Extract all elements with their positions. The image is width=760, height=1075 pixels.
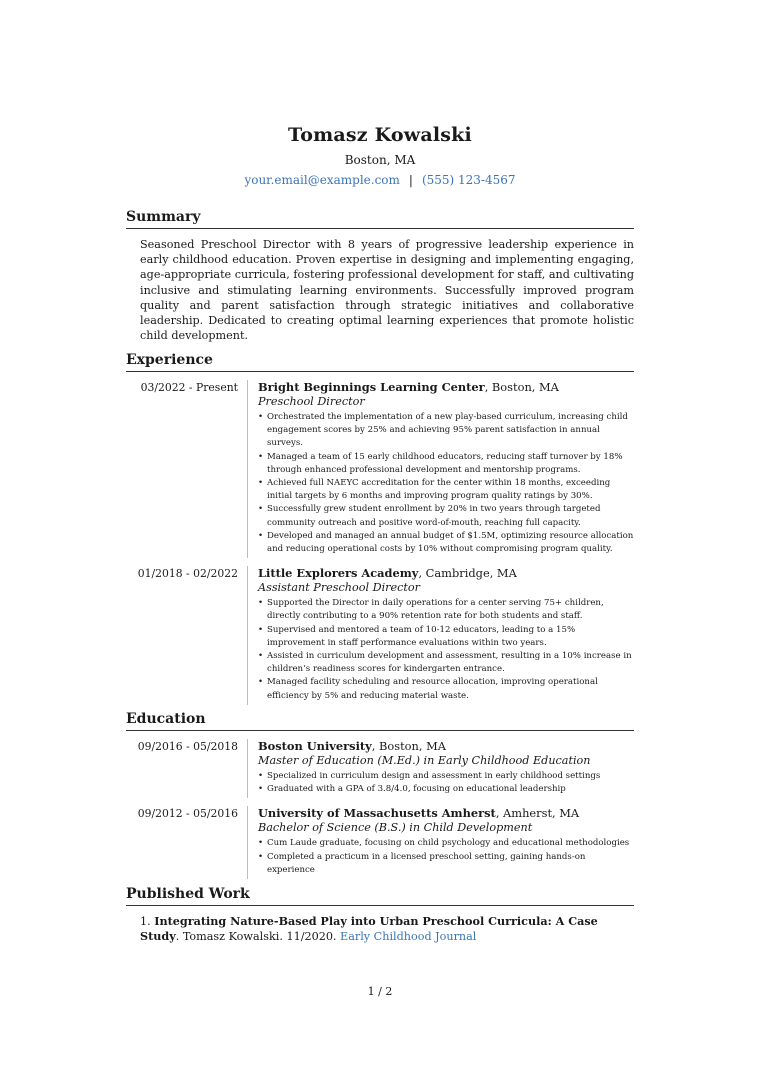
bullet-item: • Managed a team of 15 early childhood educators, reducing staff turnover by 18% through enhanced professional development and mentorship programs. bbox=[258, 451, 634, 477]
entry-date: 03/2022 - Present bbox=[140, 381, 238, 394]
resume-header bbox=[0, 122, 760, 188]
bullet-list bbox=[258, 770, 634, 796]
candidate-name: Tomasz Kowalski bbox=[288, 124, 472, 146]
section-title-education: Education bbox=[126, 710, 634, 731]
entry-heading bbox=[258, 806, 634, 821]
organization-name: Little Explorers Academy bbox=[258, 566, 419, 581]
bullet-item: • Successfully grew student enrollment by 20% in two years through targeted community outreach and positive word-of-mouth, reaching full capacity. bbox=[258, 503, 634, 529]
bullet-list bbox=[258, 411, 634, 556]
bullet-list bbox=[258, 837, 634, 877]
entry-role: Master of Education (M.Ed.) in Early Childhood Education bbox=[258, 754, 591, 767]
bullet-item: • Supported the Director in daily operations for a center serving 75+ children, directly contributing to a 90% retention rate for both students and staff. bbox=[258, 597, 634, 623]
published-section bbox=[126, 885, 634, 945]
bullet-item: • Assisted in curriculum development and assessment, resulting in a 10% increase in children’s readiness scores for kindergarten entrance. bbox=[258, 650, 634, 676]
organization-location: , Boston, MA bbox=[371, 739, 446, 753]
bullet-item: • Cum Laude graduate, focusing on child psychology and educational methodologies bbox=[258, 837, 634, 850]
bullet-item: • Graduated with a GPA of 3.8/4.0, focusing on educational leadership bbox=[258, 783, 634, 796]
entry-role: Preschool Director bbox=[258, 395, 365, 408]
summary-text: Seasoned Preschool Director with 8 years of progressive leadership experience in early childhood education. Proven expertise in designing and implementing engaging, age-appropriate curricula, fostering professional development for staff, and cultivating inclusive and stimulating learning environments. Successfully improved program quality and parent satisfaction through strategic initiatives and collaborative leadership. Dedicated to creating optimal learning experiences that promote holistic child development. bbox=[140, 238, 634, 343]
summary-section bbox=[126, 208, 634, 343]
organization-location: , Amherst, MA bbox=[495, 806, 580, 821]
bullet-list bbox=[258, 597, 634, 703]
section-title-published: Published Work bbox=[126, 885, 634, 906]
entry-body bbox=[247, 739, 634, 798]
publication-number: 1. bbox=[140, 915, 151, 928]
phone-link[interactable]: (555) 123-4567 bbox=[421, 173, 516, 187]
candidate-location: Boston, MA bbox=[344, 153, 416, 167]
publication-journal-link[interactable]: Early Childhood Journal bbox=[340, 930, 477, 944]
education-section bbox=[126, 710, 634, 879]
page-number: 1 / 2 bbox=[367, 985, 393, 998]
entry-heading bbox=[258, 566, 634, 581]
organization-name: Boston University bbox=[258, 739, 372, 753]
organization-location: , Boston, MA bbox=[484, 380, 559, 394]
publication-details: . Tomasz Kowalski. 11/2020. bbox=[175, 930, 341, 944]
organization-name: University of Massachusetts Amherst bbox=[258, 806, 496, 821]
experience-list bbox=[126, 380, 634, 705]
entry-date: 09/2016 - 05/2018 bbox=[137, 740, 238, 753]
bullet-item: • Specialized in curriculum design and assessment in early childhood settings bbox=[258, 770, 634, 783]
bullet-item: • Developed and managed an annual budget of $1.5M, optimizing resource allocation and reducing operational costs by 10% without compromising program quality. bbox=[258, 530, 634, 556]
entry-date: 09/2012 - 05/2016 bbox=[137, 807, 238, 821]
entry-date: 01/2018 - 02/2022 bbox=[137, 567, 238, 581]
experience-section bbox=[126, 351, 634, 705]
organization-location: , Cambridge, MA bbox=[418, 566, 517, 581]
bullet-item: • Managed facility scheduling and resource allocation, improving operational efficiency by 5% and reducing material waste. bbox=[258, 676, 634, 702]
section-title-summary: Summary bbox=[126, 208, 634, 229]
education-entry bbox=[126, 739, 634, 798]
education-entry bbox=[126, 806, 634, 879]
contact-separator: | bbox=[408, 173, 413, 187]
organization-name: Bright Beginnings Learning Center bbox=[258, 380, 485, 394]
experience-entry bbox=[126, 566, 634, 705]
contact-line bbox=[0, 172, 760, 188]
entry-body bbox=[247, 380, 634, 558]
entry-body bbox=[247, 566, 634, 705]
experience-entry bbox=[126, 380, 634, 558]
bullet-item: • Achieved full NAEYC accreditation for the center within 18 months, exceeding initial targets by 6 months and improving program quality ratings by 30%. bbox=[258, 477, 634, 503]
email-link[interactable]: your.email@example.com bbox=[244, 173, 400, 187]
entry-body bbox=[247, 806, 634, 879]
education-list bbox=[126, 739, 634, 879]
entry-heading bbox=[258, 739, 634, 754]
bullet-item: • Orchestrated the implementation of a new play-based curriculum, increasing child engagement scores by 25% and achieving 95% parent satisfaction in annual surveys. bbox=[258, 411, 634, 451]
bullet-item: • Supervised and mentored a team of 10-12 educators, leading to a 15% improvement in staff performance evaluations within two years. bbox=[258, 624, 634, 650]
entry-heading bbox=[258, 380, 634, 395]
entry-role: Bachelor of Science (B.S.) in Child Development bbox=[258, 821, 533, 835]
published-list bbox=[126, 914, 634, 945]
section-title-experience: Experience bbox=[126, 351, 634, 372]
entry-role: Assistant Preschool Director bbox=[258, 581, 420, 595]
publication-title: Integrating Nature-Based Play into Urban Preschool Curricula: A Case Study bbox=[140, 914, 598, 944]
publication-item bbox=[140, 914, 634, 945]
bullet-item: • Completed a practicum in a licensed preschool setting, gaining hands-on experience bbox=[258, 851, 634, 877]
